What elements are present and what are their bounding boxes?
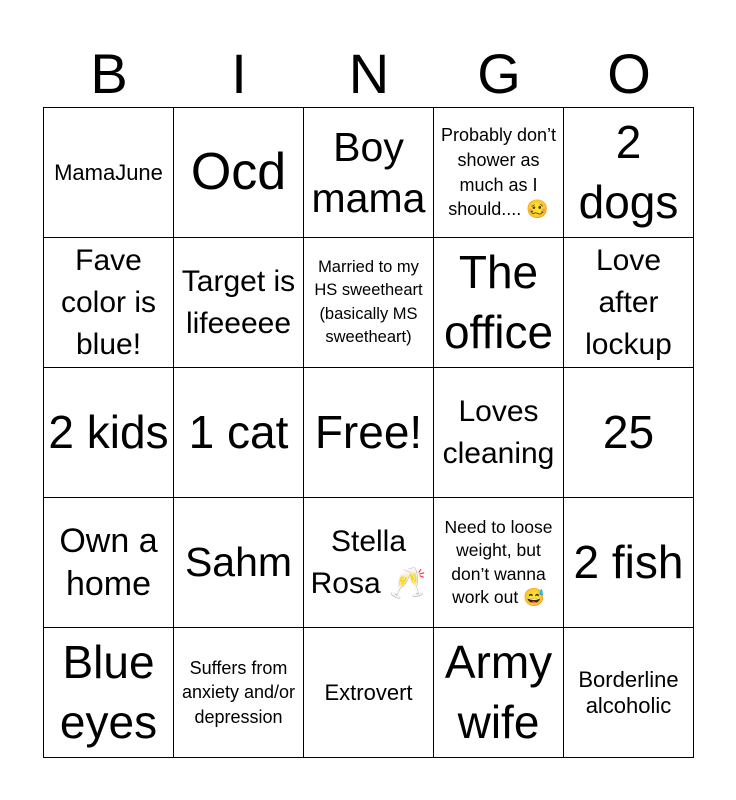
cell-text: Blue eyes: [59, 635, 158, 748]
bingo-cell[interactable]: [44, 108, 174, 238]
bingo-cell[interactable]: [304, 108, 434, 238]
cell-text: Ocd: [190, 142, 287, 201]
bingo-cell[interactable]: [304, 628, 434, 758]
bingo-cell[interactable]: [304, 498, 434, 628]
cell-text: 1 cat: [188, 405, 289, 458]
header-letter-n: N: [348, 42, 390, 105]
cell-text: Fave color is blue!: [60, 243, 157, 361]
bingo-cell[interactable]: [174, 238, 304, 368]
cell-text: MamaJune: [54, 159, 163, 185]
cell-text: Sahm: [184, 539, 293, 586]
bingo-cell[interactable]: [564, 238, 694, 368]
bingo-cell[interactable]: [434, 108, 564, 238]
cell-text: Borderline alcoholic: [578, 666, 679, 718]
bingo-cell[interactable]: [434, 368, 564, 498]
bingo-cell[interactable]: [434, 628, 564, 758]
cell-text: 2 fish: [573, 535, 684, 588]
header-letter-b: B: [90, 42, 128, 105]
bingo-cell[interactable]: [434, 238, 564, 368]
cell-text: Stella Rosa 🥂: [310, 524, 427, 600]
bingo-cell[interactable]: [564, 498, 694, 628]
cell-text: Married to my HS sweetheart (basically MS sweetheart): [314, 258, 423, 346]
cell-text: Target is lifeeeee: [181, 264, 296, 340]
cell-text: Love after lockup: [585, 243, 672, 361]
bingo-cell[interactable]: [174, 498, 304, 628]
bingo-cell[interactable]: [564, 108, 694, 238]
header-letter-g: G: [477, 42, 521, 105]
free-space[interactable]: [304, 368, 434, 498]
bingo-cell[interactable]: [304, 238, 434, 368]
cell-text: Loves cleaning: [442, 394, 555, 470]
bingo-header: [44, 40, 694, 108]
cell-text: Free!: [314, 405, 423, 458]
bingo-cell[interactable]: [174, 628, 304, 758]
header-letter-o: O: [607, 42, 651, 105]
cell-text: Army wife: [444, 635, 553, 748]
cell-text: Suffers from anxiety and/or depression: [181, 657, 296, 727]
header-letter-i: I: [231, 42, 247, 105]
cell-text: Probably don’t shower as much as I should.... 🥴: [440, 125, 557, 220]
bingo-cell[interactable]: [44, 238, 174, 368]
cell-text: Boy mama: [311, 124, 426, 221]
cell-text: 2 dogs: [578, 115, 679, 228]
bingo-cell[interactable]: [174, 368, 304, 498]
bingo-cell[interactable]: [44, 368, 174, 498]
bingo-cell[interactable]: [564, 368, 694, 498]
cell-text: Own a home: [59, 522, 158, 603]
bingo-cell[interactable]: [564, 628, 694, 758]
bingo-cell[interactable]: [174, 108, 304, 238]
bingo-cell[interactable]: [44, 498, 174, 628]
cell-text: 25: [602, 405, 655, 458]
cell-text: The office: [443, 245, 554, 358]
cell-text: Need to loose weight, but don’t wanna work out 😅: [444, 516, 553, 607]
cell-text: 2 kids: [48, 405, 169, 458]
bingo-cell[interactable]: [44, 628, 174, 758]
cell-text: Extrovert: [324, 679, 413, 705]
bingo-cell[interactable]: [434, 498, 564, 628]
bingo-board: [43, 107, 694, 758]
